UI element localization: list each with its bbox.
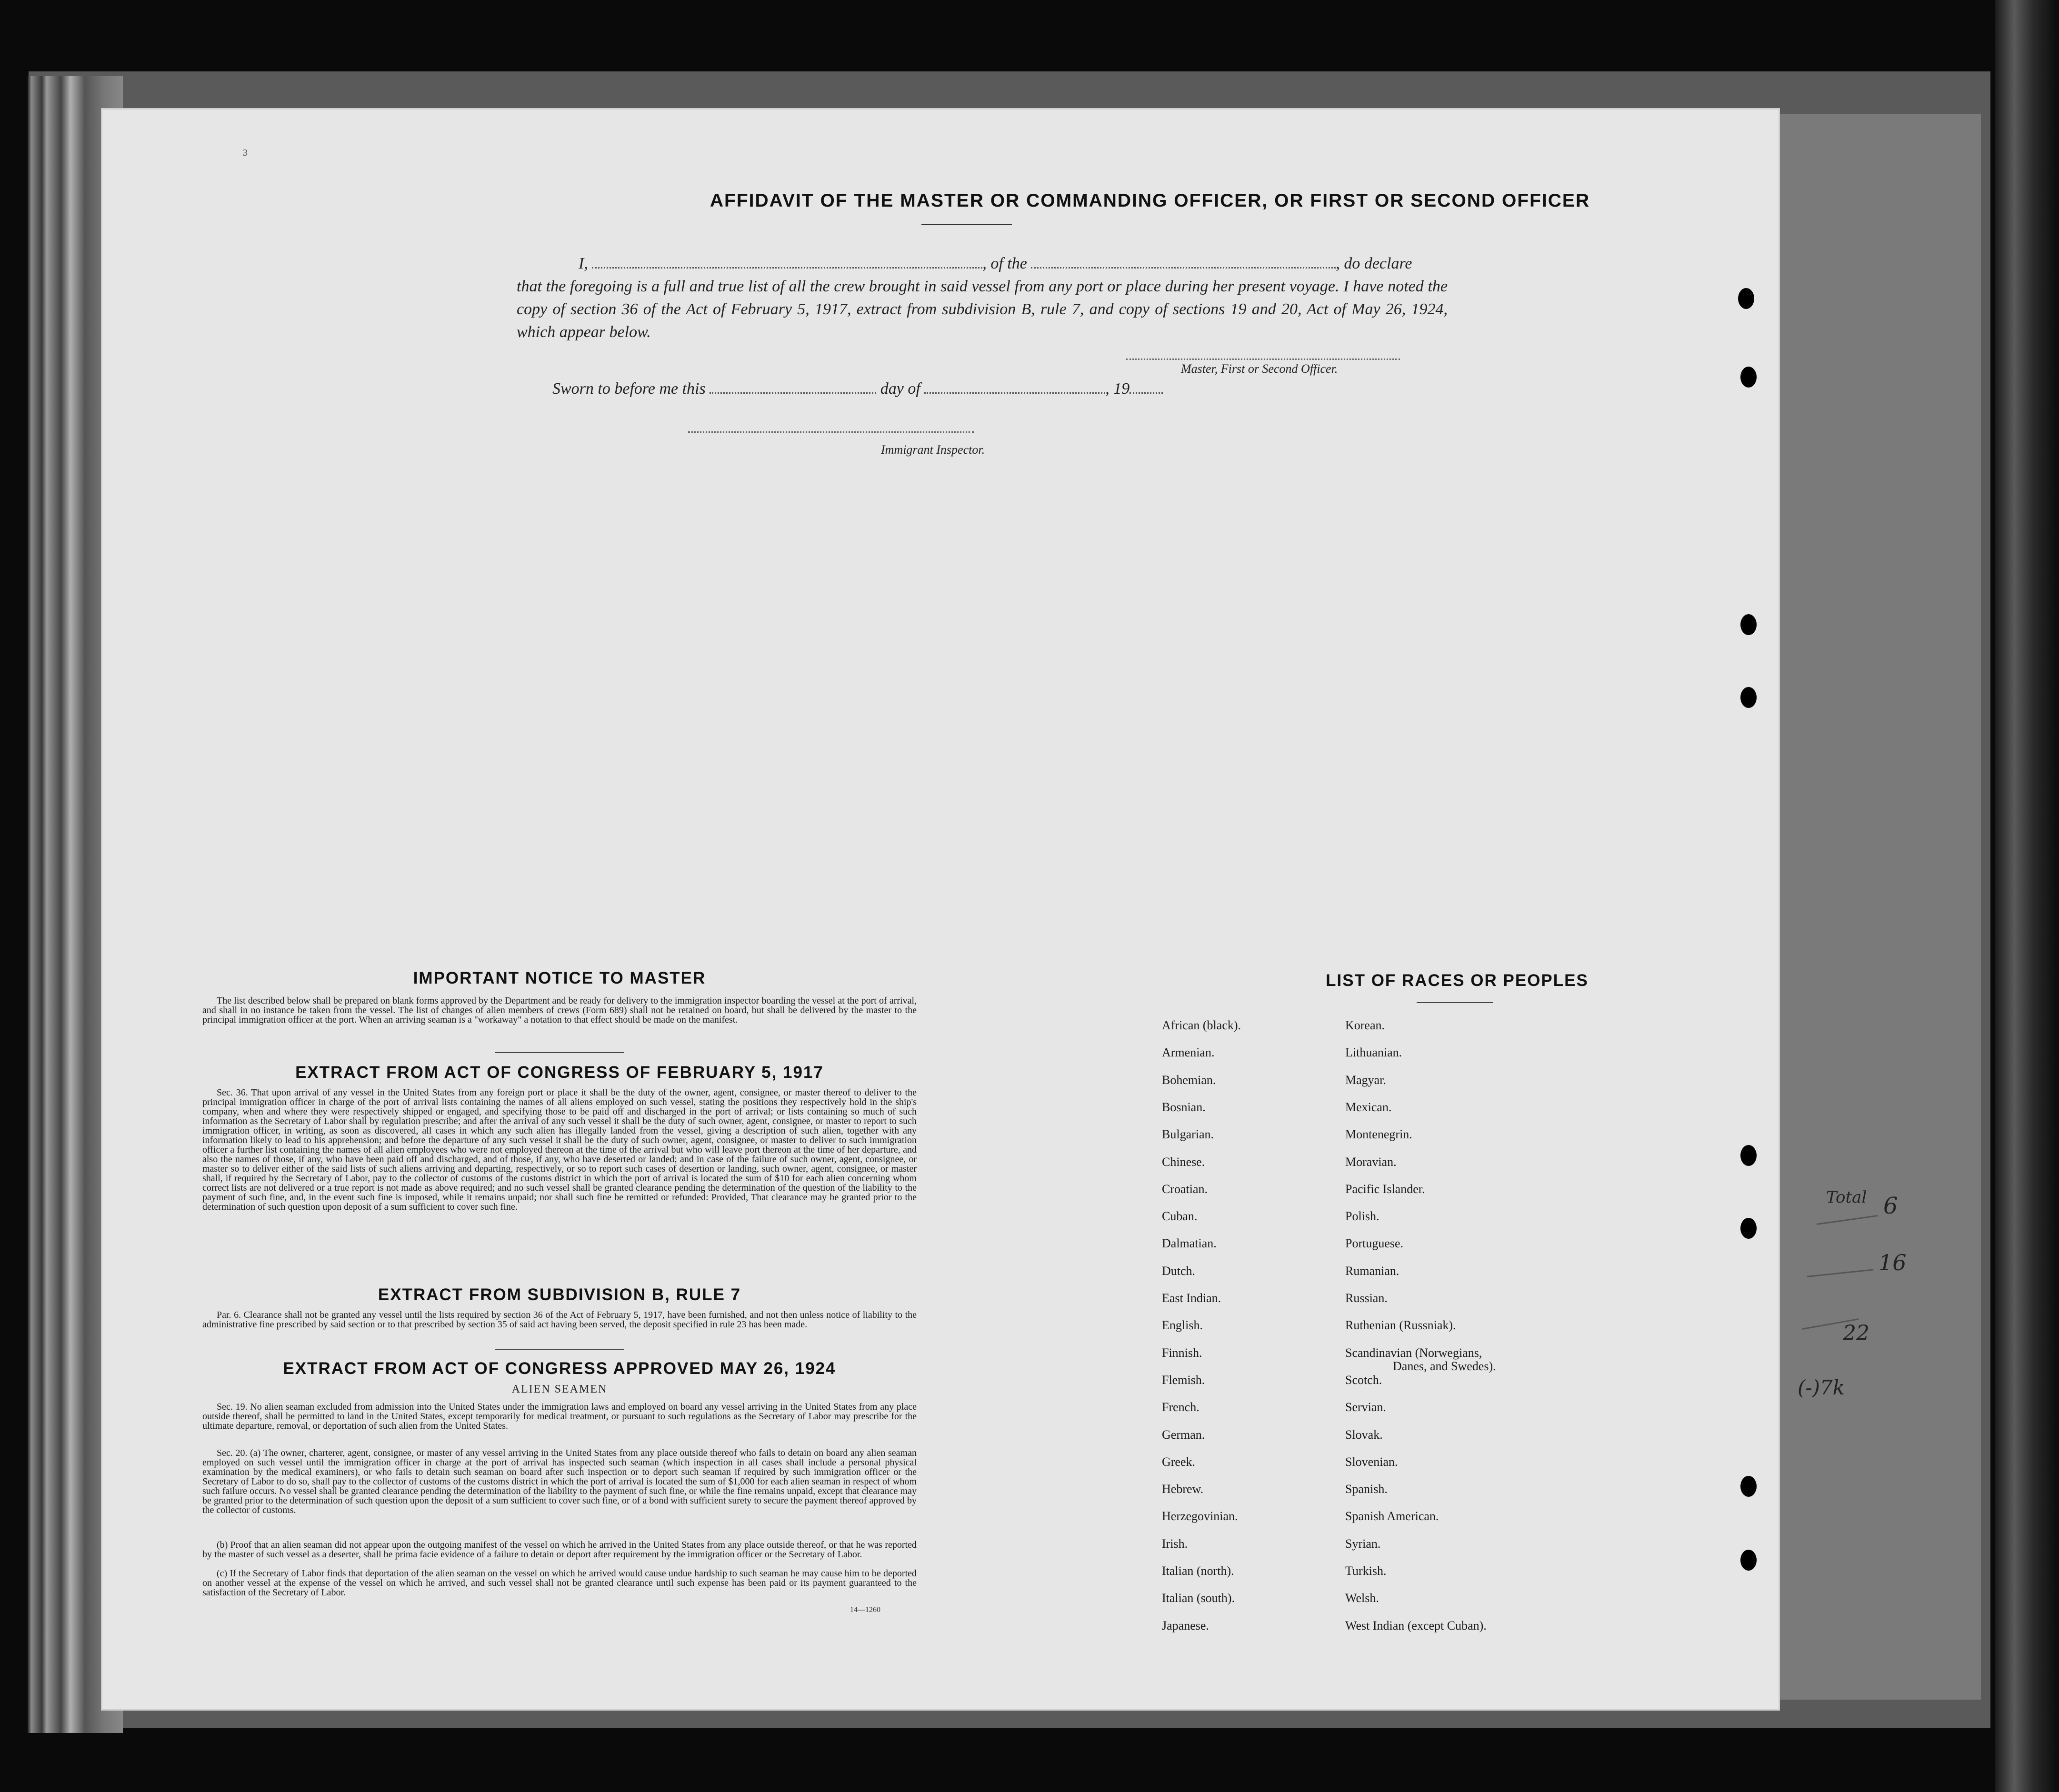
race-item: Italian (north). <box>1162 1564 1234 1578</box>
punch-hole <box>1740 1218 1757 1239</box>
punch-hole <box>1740 614 1757 635</box>
race-item: Croatian. <box>1162 1182 1208 1196</box>
sec-20a-text: Sec. 20. (a) The owner, charterer, agent, consignee, or master of any vessel arriving in the United States from any place outside thereof who fails to detain on board any alien seaman employed on such vessel until the immigration officer in charge at the port of arrival has inspected such seaman (which inspection in all cases shall include a personal physical examination by the medical examiners), or who fails to detain such seaman on board after such inspection or to deport such seaman if required by such immigration officer or the Secretary of Labor to do so, shall pay to the collector of customs of the customs district in which the port of arrival is located the sum of $1,000 for each alien seaman in respect of whom such failure occurs. No vessel shall be granted clearance pending the determination of the liability to the payment of such fine, or while the fine remains unpaid, except that clearance may be granted prior to the determination of such question upon the deposit of a sum sufficient to cover such fine, or of a bond with sufficient surety to secure the payment thereof approved by the collector of customs. <box>202 1448 917 1515</box>
name-blank[interactable] <box>592 257 982 269</box>
race-item: Scotch. <box>1345 1373 1382 1387</box>
race-item: German. <box>1162 1428 1205 1442</box>
handwritten-number: 16 <box>1879 1250 1907 1275</box>
punch-hole <box>1740 1476 1757 1497</box>
race-item: Korean. <box>1345 1018 1385 1032</box>
handwritten-number: 22 <box>1843 1321 1869 1345</box>
punch-hole <box>1738 288 1754 309</box>
races-title: LIST OF RACES OR PEOPLES <box>1326 971 1589 990</box>
race-item: Dutch. <box>1162 1264 1196 1278</box>
race-item: Pacific Islander. <box>1345 1182 1425 1196</box>
race-item: East Indian. <box>1162 1291 1221 1305</box>
race-item: Lithuanian. <box>1345 1045 1402 1059</box>
inspector-caption: Immigrant Inspector. <box>881 443 985 457</box>
sworn-line <box>552 380 1163 398</box>
sec-20b-text: (b) Proof that an alien seaman did not appear upon the outgoing manifest of the vessel on which he arrived in the United States from any place outside thereof, or that he was reported by the master of such vessel as a deserter, shall be prima facie evidence of a failure to detain or deport after requirement by the immigration officer or the Secretary of Labor. <box>202 1540 917 1560</box>
affidavit-title: AFFIDAVIT OF THE MASTER OR COMMANDING OFFICER, OR FIRST OR SECOND OFFICER <box>710 190 1590 211</box>
race-item: Polish. <box>1345 1209 1379 1223</box>
master-signature-line[interactable] <box>1126 358 1400 360</box>
race-item: Chinese. <box>1162 1155 1205 1169</box>
sec-20c-text: (c) If the Secretary of Labor finds that deportation of the alien seaman on the vessel on which he arrived would cause undue hardship to such seaman he may cause him to be deported on another vessel at the expense of the vessel on which he arrived, and such vessel shall not be granted clearance until such expense has been paid or its payment guaranteed to the satisfaction of the Secretary of Labor. <box>202 1568 917 1598</box>
race-item: Slovenian. <box>1345 1455 1398 1469</box>
rule-7-text: Par. 6. Clearance shall not be granted any vessel until the lists required by section 36 of the Act of February 5, 1917, have been furnished, and not then unless notice of liability to the administrative fine prescribed by said section or to that prescribed by section 35 of said act having been served, the deposit specified in rule 23 has been made. <box>202 1310 917 1330</box>
race-item: French. <box>1162 1400 1199 1414</box>
race-item: Armenian. <box>1162 1045 1215 1059</box>
affidavit-do-declare: , do declare <box>1336 255 1412 272</box>
race-item: Magyar. <box>1345 1073 1386 1087</box>
race-item: Slovak. <box>1345 1428 1383 1442</box>
affidavit-i: I, <box>579 255 588 272</box>
rule-7-title: EXTRACT FROM SUBDIVISION B, RULE 7 <box>378 1285 741 1304</box>
race-item: Russian. <box>1345 1291 1388 1305</box>
race-item: African (black). <box>1162 1018 1241 1032</box>
extract-1917-text: Sec. 36. That upon arrival of any vessel in the United States from any foreign port or place it shall be the duty of the owner, agent, consignee, or master thereof to deliver to the principal immigration officer in charge of the port of arrival lists containing the names of all aliens employed on such vessel, stating the positions they respectively hold in the ship's company, when and where they were respectively shipped or engaged, and specifying those to be paid off and discharged in the port of arrival; or lists containing so much of such information as the Secretary of Labor shall by regulation prescribe; and after the arrival of any such vessel it shall be the duty of such owner, agent, consignee, or master to report to such immigration officer, in writing, as soon as discovered, all cases in which any such alien has illegally landed from the vessel, giving a description of such alien, together with any information likely to lead to his apprehension; and before the departure of any such vessel it shall be the duty of such owner, agent, consignee, or master to deliver to such immigration officer a further list containing the names of all alien employees who were not employed thereon at the time of the arrival but who will leave port thereon at the time of her departure, and also the names of those, if any, who have been paid off and discharged, and of those, if any, who have deserted or landed; and in case of the failure of such owner, agent, consignee, or master so to deliver either of the said lists of such aliens arriving and departing, respectively, or so to report such cases of desertion or landing, such owner, agent, consignee, or master shall, if required by the Secretary of Labor, pay to the collector of customs of the customs district in which the port of arrival is located the sum of $10 for each alien concerning whom correct lists are not delivered or a true report is not made as above required; and no such vessel shall be granted clearance pending the determination of the question of the liability to the payment of such fine, and, in the event such fine is imposed, while it remains unpaid; nor shall such fine be remitted or refunded: Provided, That clearance may be granted prior to the determination of such question upon deposit of a sum sufficient to cover such fine. <box>202 1087 917 1212</box>
race-item: Irish. <box>1162 1537 1188 1551</box>
race-item: Turkish. <box>1345 1564 1387 1578</box>
sworn-day-of: day of <box>880 380 920 398</box>
race-item: Syrian. <box>1345 1537 1381 1551</box>
race-item: Italian (south). <box>1162 1591 1235 1605</box>
handwritten-scribble: (-)7k <box>1798 1376 1845 1399</box>
extract-1917-title: EXTRACT FROM ACT OF CONGRESS OF FEBRUARY 5, 1917 <box>295 1063 824 1082</box>
extract-1924-title: EXTRACT FROM ACT OF CONGRESS APPROVED MAY 26, 1924 <box>283 1359 836 1378</box>
race-item: Rumanian. <box>1345 1264 1399 1278</box>
race-item: Moravian. <box>1345 1155 1397 1169</box>
sworn-day-blank[interactable] <box>710 382 876 394</box>
race-item: Bulgarian. <box>1162 1127 1214 1141</box>
race-item: Hebrew. <box>1162 1482 1204 1496</box>
race-item: Flemish. <box>1162 1373 1205 1387</box>
race-item: Bosnian. <box>1162 1100 1206 1114</box>
race-item: Japanese. <box>1162 1619 1209 1633</box>
affidavit-body <box>517 252 1448 344</box>
form-number: 14—1260 <box>850 1606 880 1614</box>
race-item: Servian. <box>1345 1400 1386 1414</box>
sec-19-text: Sec. 19. No alien seaman excluded from admission into the United States under the immigration laws and employed on board any vessel arriving in the United States from any place outside thereof, shall be permitted to land in the United States, except temporarily for medical treatment, or pursuant to such regulations as the Secretary of Labor may prescribe for the ultimate departure, removal, or deportation of such alien from the United States. <box>202 1402 917 1431</box>
race-item: Spanish. <box>1345 1482 1388 1496</box>
sworn-year-blank[interactable] <box>1129 382 1163 394</box>
handwritten-total: Total <box>1826 1188 1867 1207</box>
race-item: Portuguese. <box>1345 1236 1404 1250</box>
punch-hole <box>1740 367 1757 388</box>
race-item: Dalmatian. <box>1162 1236 1217 1250</box>
race-item: Herzegovinian. <box>1162 1509 1238 1523</box>
inspector-signature-line[interactable] <box>688 431 974 433</box>
handwritten-number: 6 <box>1883 1193 1898 1219</box>
race-item: English. <box>1162 1318 1203 1332</box>
notice-text: The list described below shall be prepared on blank forms approved by the Department and be ready for delivery to the immigration inspector boarding the vessel at the port of arrival, and shall in no instance be taken from the vessel. The list of changes of alien members of crews (Form 689) shall not be retained on board, but shall be delivered by the master to the principal immigration officer at the port. When an arriving seaman is a "workaway" a notation to that effect should be made on the manifest. <box>202 996 917 1025</box>
corner-page-number: 3 <box>243 148 248 158</box>
master-caption: Master, First or Second Officer. <box>1181 362 1338 376</box>
race-item: Welsh. <box>1345 1591 1379 1605</box>
race-item: Greek. <box>1162 1455 1196 1469</box>
document-page <box>102 110 1907 1709</box>
notice-title: IMPORTANT NOTICE TO MASTER <box>413 969 706 987</box>
race-item: Mexican. <box>1345 1100 1392 1114</box>
divider <box>921 224 1012 225</box>
race-item: Finnish. <box>1162 1346 1202 1360</box>
race-item: Danes, and Swedes). <box>1393 1359 1496 1373</box>
vessel-blank[interactable] <box>1031 257 1336 269</box>
punch-hole <box>1740 1145 1757 1166</box>
sworn-prefix: Sworn to before me this <box>552 380 706 398</box>
affidavit-of-the: , of the <box>982 255 1027 272</box>
race-item: Bohemian. <box>1162 1073 1216 1087</box>
race-item: Montenegrin. <box>1345 1127 1412 1141</box>
race-item: Cuban. <box>1162 1209 1198 1223</box>
binder-edge <box>1995 0 2059 1792</box>
punch-hole <box>1740 687 1757 708</box>
race-item: Ruthenian (Russniak). <box>1345 1318 1456 1332</box>
divider <box>495 1052 624 1053</box>
race-item: Spanish American. <box>1345 1509 1439 1523</box>
alien-seamen-subtitle: ALIEN SEAMEN <box>511 1383 608 1395</box>
race-item: West Indian (except Cuban). <box>1345 1619 1487 1633</box>
race-item: Scandinavian (Norwegians, <box>1345 1346 1482 1360</box>
divider <box>495 1349 624 1350</box>
sworn-month-blank[interactable] <box>924 382 1105 394</box>
affidavit-line-1 <box>517 252 1448 275</box>
punch-hole <box>1740 1550 1757 1571</box>
affidavit-statement: that the foregoing is a full and true list of all the crew brought in said vessel from any port or place during her present voyage. I have noted the copy of section 36 of the Act of February 5, 1917, extract from subdivision B, rule 7, and copy of sections 19 and 20, Act of May 26, 1924, which appear below. <box>517 278 1448 341</box>
divider <box>1417 1002 1493 1003</box>
sworn-year: , 19 <box>1105 380 1130 398</box>
